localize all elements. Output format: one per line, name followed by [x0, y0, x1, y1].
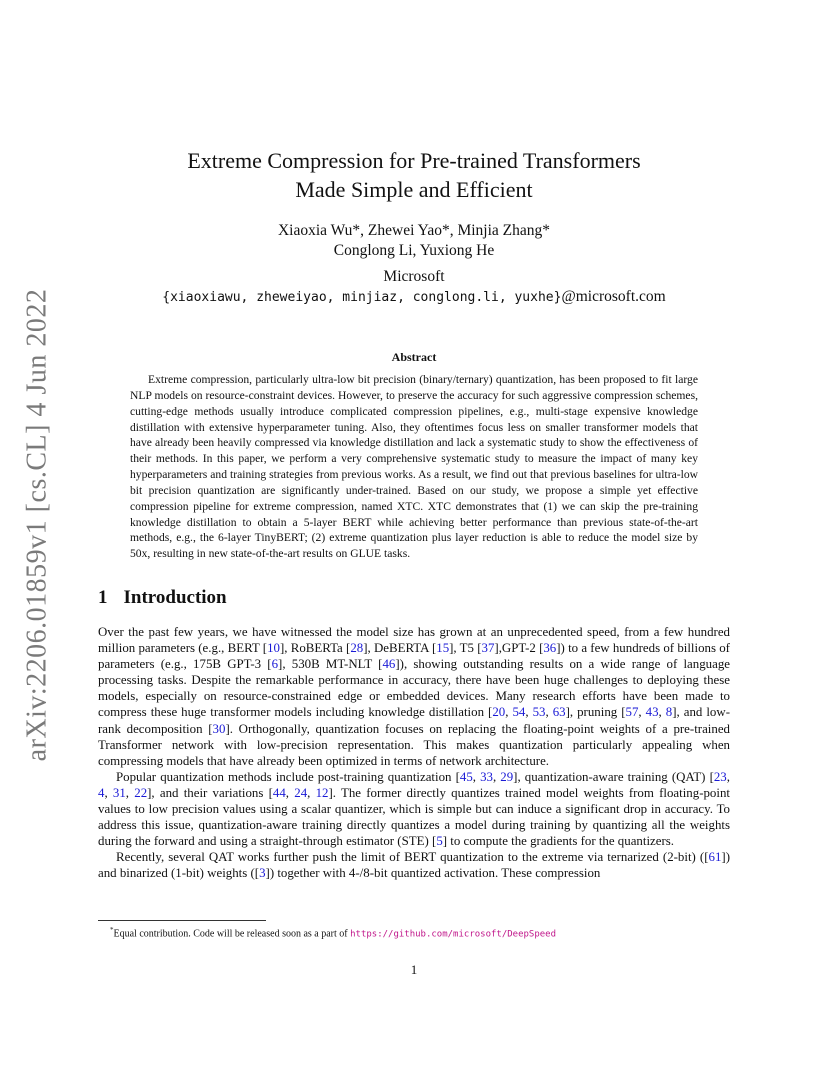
arxiv-identifier-text: arXiv:2206.01859v1 [cs.CL] 4 Jun 2022 — [21, 288, 52, 762]
citation-link[interactable]: 61 — [708, 850, 722, 865]
citation-link[interactable]: 24 — [294, 785, 308, 800]
citation-link[interactable]: 3 — [259, 866, 266, 881]
page-number: 1 — [410, 962, 418, 977]
author-emails — [100, 287, 728, 308]
affiliation: Microsoft — [383, 268, 445, 285]
citation-link[interactable]: 20 — [492, 705, 506, 720]
citation-link[interactable]: 15 — [436, 641, 450, 656]
intro-paragraph-3: Recently, several QAT works further push the limit of BERT quantization to the extreme via ternarized (2-bit) ([61]) and binarized (1-bit) weights ([3]) together with 4-/8-bit quantized activation. These compression — [98, 850, 730, 881]
email-usernames: {xiaoxiawu, zheweiyao, minjiaz, conglong.li, yuxhe} — [162, 290, 562, 305]
citation-link[interactable]: 6 — [271, 657, 279, 672]
citation-link[interactable]: 63 — [552, 705, 566, 720]
footnote — [98, 924, 730, 941]
abstract-heading: Abstract — [391, 350, 437, 364]
authors-line-1: Xiaoxia Wu*, Zhewei Yao*, Minjia Zhang* — [277, 222, 551, 239]
section-number: 1 — [98, 587, 108, 608]
citation-link[interactable]: 45 — [459, 769, 473, 784]
section-heading — [98, 587, 227, 609]
intro-paragraph-1: Over the past few years, we have witnessed the model size has grown at an unprecedented speed, from a few hundred million parameters (e.g., BERT [10], RoBERTa [28], DeBERTA [15], T5 [37],GPT-2 [36]) to a few hundreds of billions of parameters (e.g., 175B GPT-3 [6], 530B MT-NLT [46]), showing outstanding results on a wide range of language processing tasks. Despite the remarkable performance in accuracy, there have been huge challenges to deploying these models, especially on resource-constrained edge or embedded devices. Many research efforts have been made to compress these huge transformer models including knowledge distillation [20, 54, 53, 63], pruning [57, 43, 8], and low-rank decomposition [30]. Orthogonally, quantization focuses on replacing the floating-point weights of a pre-trained Transformer network with low-precision representation. This makes quantization particularly appealing when compressing models that have already been optimized in terms of network architecture. — [98, 625, 730, 768]
section-title: Introduction — [123, 587, 227, 608]
intro-paragraph-2: Popular quantization methods include post-training quantization [45, 33, 29], quantization-aware training (QAT) [23, 4, 31, 22], and their variations [44, 24, 12]. The former directly quantizes trained model weights from floating-point values to low precision values using a scalar quantizer, which is simple but can induce a significant drop in accuracy. To address this issue, quantization-aware training directly quantizes a model during training by quantizing all the weights during the forward and using a straight-through estimator (STE) [5] to compute the gradients for the quantizers. — [98, 769, 730, 849]
citation-link[interactable]: 4 — [98, 785, 105, 800]
author-list — [100, 221, 728, 261]
citation-link[interactable]: 10 — [267, 641, 280, 656]
citation-link[interactable]: 30 — [212, 721, 226, 736]
citation-link[interactable]: 8 — [665, 705, 673, 720]
citation-link[interactable]: 37 — [481, 641, 495, 656]
citation-link[interactable]: 53 — [532, 705, 546, 720]
citation-link[interactable]: 44 — [272, 785, 286, 800]
citation-link[interactable]: 33 — [480, 769, 493, 784]
footnote-mark: * — [110, 926, 114, 934]
title-line-1: Extreme Compression for Pre-trained Transformers — [187, 148, 641, 173]
citation-link[interactable]: 36 — [543, 641, 557, 656]
paper-title — [100, 146, 728, 204]
citation-link[interactable]: 31 — [112, 785, 126, 800]
title-line-2: Made Simple and Efficient — [295, 177, 533, 202]
footnote-text: Equal contribution. Code will be released soon as a part of — [113, 928, 351, 940]
citation-link[interactable]: 46 — [382, 657, 396, 672]
citation-link[interactable]: 12 — [315, 785, 329, 800]
footnote-url-link[interactable]: https://github.com/microsoft/DeepSpeed — [350, 929, 557, 940]
citation-link[interactable]: 54 — [512, 705, 526, 720]
citation-link[interactable]: 57 — [625, 705, 639, 720]
citation-link[interactable]: 43 — [645, 705, 659, 720]
footnote-rule — [98, 920, 266, 921]
email-domain: @microsoft.com — [561, 288, 666, 305]
arxiv-identifier-stamp — [12, 288, 62, 762]
citation-link[interactable]: 5 — [436, 834, 443, 849]
authors-line-2: Conglong Li, Yuxiong He — [333, 242, 495, 259]
citation-link[interactable]: 28 — [350, 641, 364, 656]
abstract-text: Extreme compression, particularly ultra-low bit precision (binary/ternary) quantization, has been proposed to fit large NLP models on resource-constraint devices. However, to preserve the accuracy for such aggressive compression schemes, cutting-edge methods usually introduce complicated compression pipelines, e.g., multi-stage expensive knowledge distillation with extensive hyperparameter tuning. Also, they oftentimes focus less on smaller transformer models that have already been heavily compressed via knowledge distillation and lack a systematic study to show the effectiveness of their methods. In this paper, we perform a very comprehensive systematic study to measure the impact of many key hyperparameters and training strategies from previous works. As a result, we find out that previous baselines for ultra-low bit precision quantization are significantly under-trained. Based on our study, we propose a simple yet effective compression pipeline for extreme compression, named XTC. XTC demonstrates that (1) we can skip the pre-training knowledge distillation to obtain a 5-layer BERT while achieving better performance than previous state-of-the-art methods, e.g., the 6-layer TinyBERT; (2) extreme quantization plus layer reduction is able to reduce the model size by 50x, resulting in new state-of-the-art results on GLUE tasks. — [130, 373, 698, 561]
citation-link[interactable]: 29 — [500, 769, 514, 784]
citation-link[interactable]: 22 — [134, 785, 148, 800]
body-text — [98, 624, 730, 882]
citation-link[interactable]: 23 — [713, 769, 727, 784]
